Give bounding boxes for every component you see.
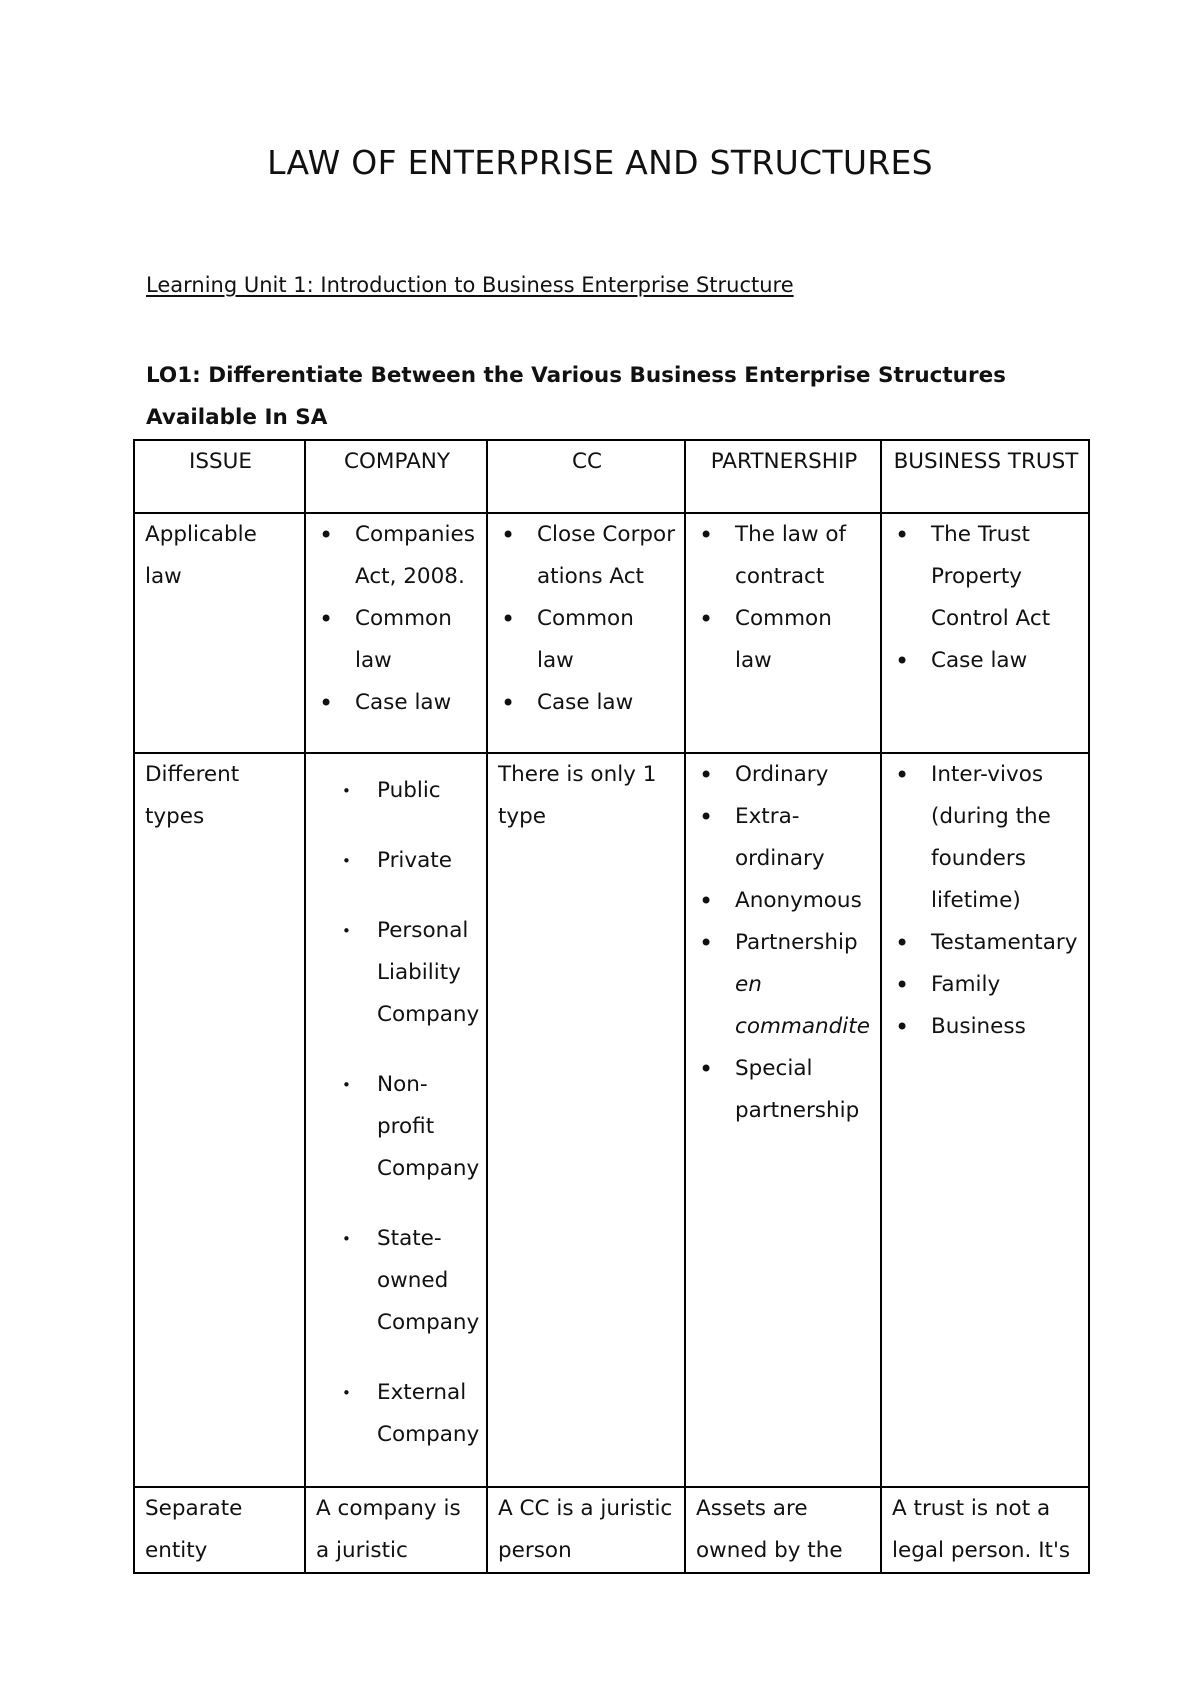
comparison-table (133, 439, 1090, 1574)
cell-trust-applicable-law (881, 513, 1089, 753)
list-item: • Case law (316, 682, 478, 724)
table-row-separate-entity (134, 1487, 1089, 1573)
header-company: COMPANY (305, 440, 487, 513)
header-cc: CC (487, 440, 685, 513)
list-item: • State-owned Company (316, 1218, 478, 1344)
cell-trust-types (881, 753, 1089, 1487)
list-item (696, 922, 872, 1048)
cell-company-separate-entity: A company is a juristic (305, 1487, 487, 1573)
list-item: • Extra-ordinary (696, 796, 872, 880)
cell-partnership-types (685, 753, 881, 1487)
list-item-text: Partnership (735, 930, 858, 955)
list-item: • Non-profit Company (316, 1064, 478, 1190)
table-row-different-types (134, 753, 1089, 1487)
cell-trust-separate-entity: A trust is not a legal person. It's (881, 1487, 1089, 1573)
cell-partnership-applicable-law (685, 513, 881, 753)
list-item: • Case law (892, 640, 1080, 682)
row-label-separate-entity: Separate entity (134, 1487, 305, 1573)
list-item: • Anonymous (696, 880, 872, 922)
list-item: • Personal Liability Company (316, 910, 478, 1036)
header-partnership: PARTNERSHIP (685, 440, 881, 513)
list-item: • The Trust Property Control Act (892, 514, 1080, 640)
cell-cc-types: There is only 1 type (487, 753, 685, 1487)
header-business-trust: BUSINESS TRUST (881, 440, 1089, 513)
table-header-row (134, 440, 1089, 513)
list-item: • Close Corporations Act (498, 514, 676, 598)
list-item: • Inter-vivos (during the founders lifetime) (892, 754, 1080, 922)
list-item: • Common law (316, 598, 478, 682)
list-item: • Testamentary (892, 922, 1080, 964)
list-item: • Private (316, 840, 478, 882)
cell-cc-separate-entity: A CC is a juristic person (487, 1487, 685, 1573)
list-item: • Ordinary (696, 754, 872, 796)
cell-company-applicable-law (305, 513, 487, 753)
list-item-italic-text: en commandite (735, 972, 870, 1039)
cell-cc-applicable-law (487, 513, 685, 753)
list-item: • Common law (498, 598, 676, 682)
list-item: • Common law (696, 598, 872, 682)
list-item: • Special partnership (696, 1048, 872, 1132)
header-issue: ISSUE (134, 440, 305, 513)
cell-partnership-separate-entity: Assets are owned by the (685, 1487, 881, 1573)
row-label-applicable-law: Applicable law (134, 513, 305, 753)
learning-unit-heading: Learning Unit 1: Introduction to Business Enterprise Structure (146, 273, 794, 297)
learning-outcome-heading: LO1: Differentiate Between the Various Business Enterprise Structures Available In SA (146, 363, 1006, 430)
list-item: • Public (316, 770, 478, 812)
list-item: • The law of contract (696, 514, 872, 598)
list-item: • Business (892, 1006, 1080, 1048)
row-label-different-types: Different types (134, 753, 305, 1487)
document-title: LAW OF ENTERPRISE AND STRUCTURES (267, 143, 933, 182)
list-item: • Companies Act, 2008. (316, 514, 478, 598)
list-item: • Family (892, 964, 1080, 1006)
table-row-applicable-law (134, 513, 1089, 753)
list-item: • External Company (316, 1372, 478, 1456)
list-item: • Case law (498, 682, 676, 724)
cell-company-types (305, 753, 487, 1487)
